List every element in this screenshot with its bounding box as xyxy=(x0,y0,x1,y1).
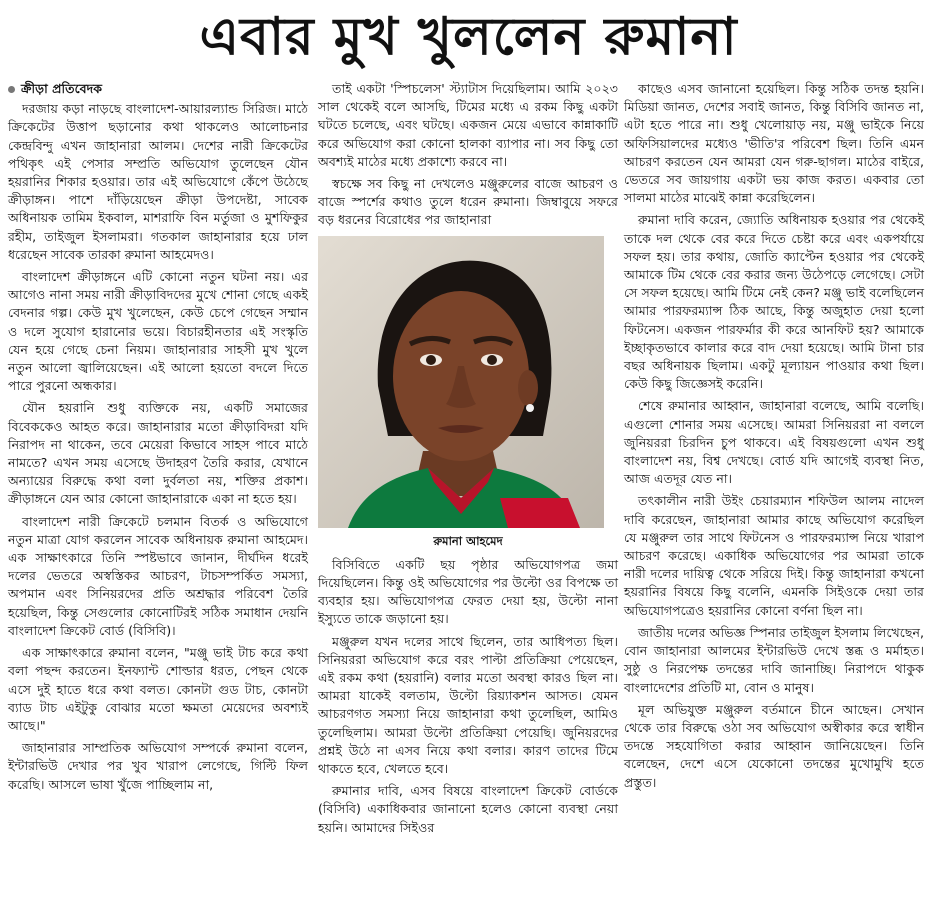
paragraph: জাহানারার সাম্প্রতিক অভিযোগ সম্পর্কে রুমানা বলেন, ইন্টারভিউ দেখার পর খুব খারাপ লেগেছে, গিল্টি ফিল করেছি। আসলে ভাষা খুঁজে পাচ্ছিলাম না, xyxy=(8,740,308,792)
paragraph: মঞ্জুরুল যখন দলের সাথে ছিলেন, তার আধিপত্য ছিল। সিনিয়ররা অভিযোগ করে বরং পাল্টা প্রতিক্রিয়া পেয়েছেন, এই রকম কথা (হয়রানি) বলার মতো অবস্থা কারও ছিল না। আমরা যাকেই বলতাম, উল্টো রিয়্যাকশন আসত। যেমন আচরণগত সমস্যা নিয়ে জাহানারা কথা তুলেছিল, আমিও তুলেছিলাম। আমরা উল্টো প্রতিক্রিয়া পেয়েছি। জুনিয়রদের প্রশ্নই উঠে না এসব নিয়ে কথা বলার। কারণ তাদের টিমে থাকতে হবে, খেলতে হবে। xyxy=(318,633,618,777)
paragraph: মূল অভিযুক্ত মঞ্জুরুল বর্তমানে চীনে আছেন। সেখান থেকে তার বিরুদ্ধে ওঠা সব অভিযোগ অস্বীকার করে স্বাধীন তদন্তে সহযোগিতা করার আহ্বান জানিয়েছেন। তিনি বলেছেন, দেশে এসে যেকোনো তদন্তের মুখোমুখি হতে প্রস্তুত। xyxy=(624,701,924,790)
byline xyxy=(8,80,308,98)
paragraph: তৎকালীন নারী উইং চেয়ারম্যান শফিউল আলম নাদেল দাবি করেছেন, জাহানারা আমার কাছে অভিযোগ করেছিল যে মঞ্জুরুল তার সাথে ফিটনেস ও পারফরম্যান্স নিয়ে খারাপ আচরণ করেছে। একাধিক অভিযোগের পর আমরা তাকে নারী দলের দায়িত্ব থেকে সরিয়ে দিই। কিন্তু জাহানারা কখনো হয়রানির বিষয়ে কিছু বলেনি, এমনকি সিইওকে দেয়া তার অভিযোগপত্রেও হয়রানির কোনো বর্ণনা ছিল না। xyxy=(624,493,924,618)
paragraph: যৌন হয়রানি শুধু ব্যক্তিকে নয়, একটি সমাজের বিবেককেও আহত করে। জাহানারার মতো ক্রীড়াবিদরা যদি নিরাপদ না থাকেন, তবে মেয়েরা কিভাবে সাহস পাবে মাঠে নামতে? এখন সময় এসেছে উদাহরণ তৈরি করার, যেখানে অন্যায়ের বিরুদ্ধে কথা বলা দুর্বলতা নয়, শক্তির প্রকাশ। ক্রীড়াঙ্গনে যেন আর কোনো জাহানারাকে একা না হতে হয়। xyxy=(8,400,308,507)
paragraph: জাতীয় দলের অভিজ্ঞ স্পিনার তাইজুল ইসলাম লিখেছেন, বোন জাহানারা আলমের ইন্টারভিউ দেখে স্তব্ধ ও মর্মাহত। সুষ্ঠু ও নিরপেক্ষ তদন্তের দাবি জানাচ্ছি। নিরাপদে থাকুক বাংলাদেশের প্রতিটি মা, বোন ও মানুষ। xyxy=(624,624,924,695)
portrait-illustration xyxy=(318,236,604,528)
article-column-2 xyxy=(318,80,618,841)
paragraph: শেষে রুমানার আহ্বান, জাহানারা বলেছে, আমি বলেছি। এগুলো শোনার সময় এসেছে। আমরা সিনিয়ররা না বললে জুনিয়ররা চিরদিন চুপ থাকবে। এই বিষয়গুলো এখন শুধু বাংলাদেশ নয়, বিশ্ব দেখছে। বোর্ড যদি আগেই ব্যবস্থা নিত, আজ এতদূর যেত না। xyxy=(624,398,924,487)
paragraph: তাই একটা 'স্পিচলেস' স্ট্যাটাস দিয়েছিলাম। আমি ২০২৩ সাল থেকেই বলে আসছি, টিমের মধ্যে এ রকম কিছু একটা ঘটতে চলেছে, এবং ঘটছে। একজন মেয়ে এভাবে কান্নাকাটি করে অভিযোগ করা কোনো হালকা ব্যাপার না। সব কিছু তো অবশ্যই মাঠের মধ্যে প্রকাশ্যে করবে না। xyxy=(318,81,618,169)
byline-text: ক্রীড়া প্রতিবেদক xyxy=(21,81,103,96)
paragraph: দরজায় কড়া নাড়ছে বাংলাদেশ-আয়ারল্যান্ড সিরিজ। মাঠে ক্রিকেটের উত্তাপ ছড়ানোর কথা থাকলেও আলোচনার কেন্দ্রবিন্দু এখন জাহানারা আলম। দেশের নারী ক্রিকেটের পথিকৃৎ এই পেসার সম্প্রতি অভিযোগ তুলেছেন যৌন হয়রানির শিকার হওয়ার। তার এই অভিযোগে কেঁপে উঠেছে ক্রীড়াঙ্গন। পাশে দাঁড়িয়েছেন ক্রীড়া উপদেষ্টা, সাবেক অধিনায়ক তামিম ইকবাল, মাশরাফি বিন মর্তুজা ও মুশফিকুর রহীম, তাইজুল ইসলামরা। গতকাল জাহানারার হয়ে ঢাল ধরেছেন সাবেক তারকা রুমানা আহমেদও। xyxy=(8,101,308,262)
paragraph: এক সাক্ষাৎকারে রুমানা বলেন, "মঞ্জু ভাই টাচ করে কথা বলা পছন্দ করতেন। ইনফ্যান্ট শোল্ডার ধরত, পেছন থেকে এসে দুই হাতে ধরে কথা বলত। কোনটা গুড টাচ, কোনটা ব্যাড টাচ এইটুকু বোঝার মতো ক্ষমতা মেয়েদের অবশ্যই আছে।" xyxy=(8,645,308,733)
article-column-1 xyxy=(8,80,308,798)
paragraph: বাংলাদেশ ক্রীড়াঙ্গনে এটি কোনো নতুন ঘটনা নয়। এর আগেও নানা সময় নারী ক্রীড়াবিদদের মুখে শোনা গেছে একই বেদনার গল্প। কেউ মুখ খুলেছেন, কেউ চেপে গেছেন সম্মান ও দলে সুযোগ হারানোর ভয়ে। বিচারহীনতার এই সংস্কৃতি যেন হয়ে গেছে চেনা নিয়ম। জাহানারার সাহসী মুখ খুলে নতুন আলো জ্বালিয়েছেন। এই আলো হয়তো বদলে দিতে পারে পুরনো অন্ধকার। xyxy=(8,269,308,394)
paragraph: রুমানা দাবি করেন, জ্যোতি অধিনায়ক হওয়ার পর থেকেই তাকে দল থেকে বের করে দিতে চেষ্টা করে এবং একপর্যায়ে সফল হয়। তার কথায়, জোতি ক্যাপ্টেন হওয়ার পর থেকেই আমাকে টিম থেকে বের করার জন্য উঠেপড়ে লেগেছে। সেটা সে সফল হয়েছে। আমি টিমে নেই কেন? মঞ্জু ভাই বলেছিলেন আমার পারফরম্যান্স ঠিক আছে, কিন্তু অজুহাত দেয়া হলো ফিটনেস। একজন পারফর্মার কী করে আনফিট হয়? আমাকে ইচ্ছাকৃতভাবে কালার করে বাদ দেয়া হয়েছে। আমি টানা চার বছর অধিনায়ক ছিলাম। একটু মূল্যায়ন পাওয়ার কথা ছিল। কেউ কিছু জিজ্ঞেসই করেনি। xyxy=(624,212,924,392)
paragraph: বিসিবিতে একটি ছয় পৃষ্ঠার অভিযোগপত্র জমা দিয়েছিলেন। কিন্তু ওই অভিযোগের পর উল্টো ওর বিপক্ষে তা ব্যবহার হয়। অভিযোগপত্র ফেরত দেয়া হয়, উল্টো নানা ইস্যুতে তাকে জড়ানো হয়। xyxy=(318,556,618,627)
portrait-photo xyxy=(318,236,604,528)
paragraph: কাছেও এসব জানানো হয়েছিল। কিন্তু সঠিক তদন্ত হয়নি। মিডিয়া জানত, দেশের সবাই জানত, কিন্তু বিসিবি জানত না, এটা হতে পারে না। শুধু খেলোয়াড় নয়, মঞ্জু ভাইকে নিয়ে অফিসিয়ালদের মধ্যেও 'ভীতি'র পরিবেশ ছিল। তিনি এমন আচরণ করতেন যেন আমরা যেন গরু-ছাগল। মাঠের বাইরে, ভেতরে সব জায়গায় একটা ভয় কাজ করত। একবার তো সালমা মাঠের মাঝেই কান্না করেছিলেন। xyxy=(624,81,924,206)
photo-caption: রুমানা আহমেদ xyxy=(433,533,503,548)
bullet-icon xyxy=(8,86,15,93)
paragraph: স্বচক্ষে সব কিছু না দেখলেও মঞ্জুরুলের বাজে আচরণ ও বাজে স্পর্শের কথাও তুলে ধরেন রুমানা। জিম্বাবুয়ে সফরে বড় ধরনের বিরোধের পর জাহানারা xyxy=(318,176,618,228)
paragraph: রুমানার দাবি, এসব বিষয়ে বাংলাদেশ ক্রিকেট বোর্ডকে (বিসিবি) একাধিকবার জানানো হলেও কোনো ব্যবস্থা নেয়া হয়নি। আমাদের সিইওর xyxy=(318,783,618,835)
article-column-3 xyxy=(624,80,924,796)
headline: এবার মুখ খুললেন রুমানা xyxy=(199,7,738,67)
paragraph: বাংলাদেশ নারী ক্রিকেটে চলমান বিতর্ক ও অভিযোগে নতুন মাত্রা যোগ করলেন সাবেক অধিনায়ক রুমানা আহমেদ। এক সাক্ষাৎকারে তিনি স্পষ্টভাবে জানান, দীর্ঘদিন ধরেই দলের ভেতরে অস্বস্তিকর আচরণ, টাচসম্পর্কিত সমস্যা, অপমান এবং সিনিয়রদের প্রতি অশ্রদ্ধার পরিবেশ তৈরি হয়েছিল, কিন্তু সেগুলোর কোনোটিরই সঠিক সমাধান দেয়নি বাংলাদেশ ক্রিকেট বোর্ড (বিসিবি)। xyxy=(8,513,308,638)
